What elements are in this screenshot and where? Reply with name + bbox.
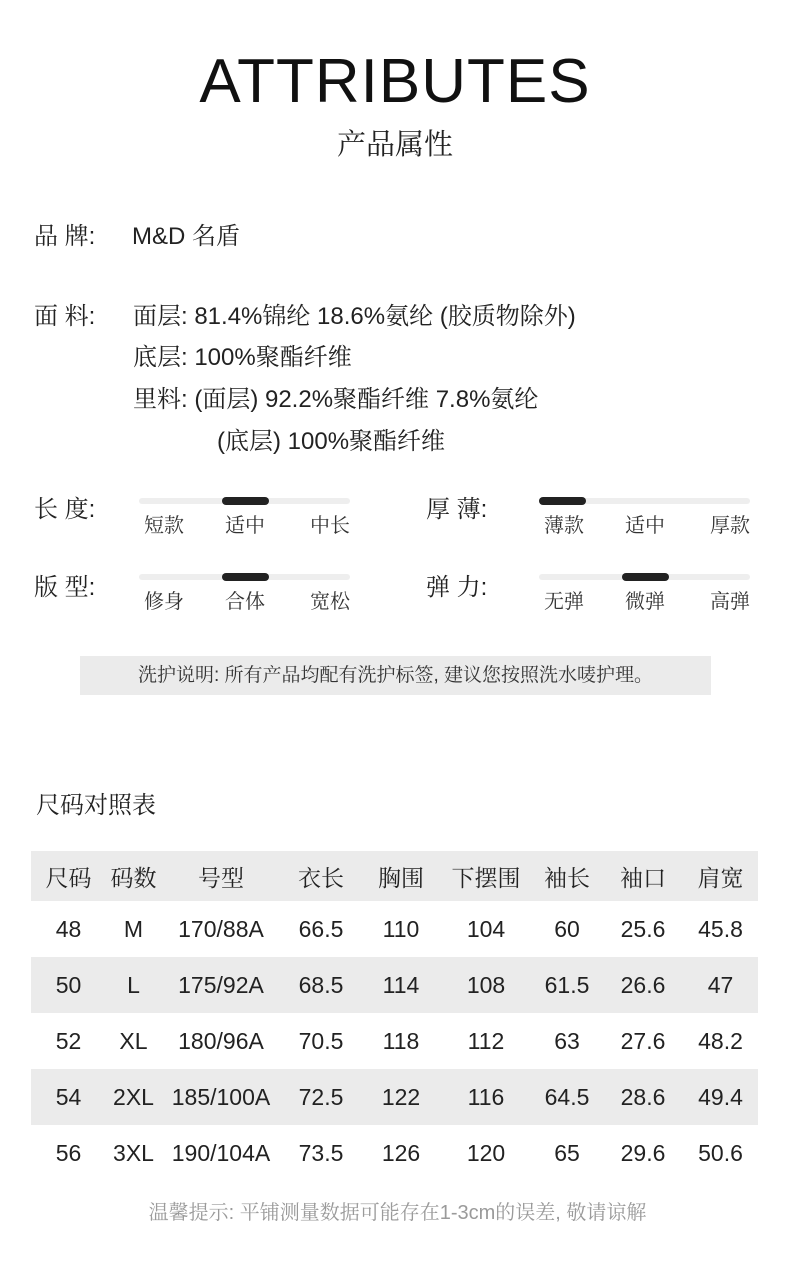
table-cell: 3XL xyxy=(113,1139,154,1166)
table-cell: 170/88A xyxy=(178,915,264,942)
table-cell: 120 xyxy=(466,1139,506,1166)
table-cell: 2XL xyxy=(106,1069,161,1125)
scale-fit-indicator xyxy=(222,573,269,581)
fabric-line-base: 底层: 100%聚酯纤维 xyxy=(133,344,352,371)
scale-elasticity-indicator xyxy=(622,573,669,581)
table-cell: 126 xyxy=(381,1139,421,1166)
column-header: 尺码 xyxy=(31,851,106,901)
table-cell: XL xyxy=(119,1027,148,1054)
scale-thickness-option: 薄款 xyxy=(544,515,584,537)
brand-label: 品 牌: xyxy=(34,223,96,250)
table-cell: 104 xyxy=(466,915,506,942)
table-cell: 54 xyxy=(31,1069,106,1125)
page-subtitle: 产品属性 xyxy=(336,129,453,161)
table-cell: 60 xyxy=(554,915,580,942)
table-cell: 64.5 xyxy=(531,1069,603,1125)
table-cell: 48.2 xyxy=(698,1027,743,1054)
table-cell: 50 xyxy=(31,957,106,1013)
size-chart-table xyxy=(31,851,758,1181)
table-cell: 27.6 xyxy=(620,1027,666,1054)
column-header: 码数 xyxy=(106,851,161,901)
column-header: 衣长 xyxy=(281,851,361,901)
scale-fit-option: 修身 xyxy=(144,591,184,613)
table-cell: 122 xyxy=(361,1069,441,1125)
table-cell: 47 xyxy=(683,957,758,1013)
table-cell: 108 xyxy=(441,957,531,1013)
table-cell: 61.5 xyxy=(531,957,603,1013)
page-title: ATTRIBUTES xyxy=(199,47,591,116)
fabric-label: 面 料: xyxy=(34,303,96,330)
column-header: 肩宽 xyxy=(683,851,758,901)
table-row xyxy=(31,1069,758,1125)
measurement-tip: 温馨提示: 平铺测量数据可能存在1-3cm的误差, 敬请谅解 xyxy=(148,1202,647,1224)
table-cell: M xyxy=(123,915,144,942)
scale-elasticity-option: 高弹 xyxy=(710,591,750,613)
scale-thickness-track xyxy=(539,498,750,504)
scale-length-indicator xyxy=(222,497,269,505)
table-cell: 72.5 xyxy=(281,1069,361,1125)
table-cell: 73.5 xyxy=(298,1139,344,1166)
scale-length-option: 适中 xyxy=(225,515,265,537)
table-cell: 63 xyxy=(554,1027,580,1054)
table-row xyxy=(31,901,758,957)
table-cell: 25.6 xyxy=(620,915,666,942)
scale-fit-track xyxy=(139,574,350,580)
table-row xyxy=(31,1013,758,1069)
scale-length-option: 中长 xyxy=(310,515,350,537)
column-header: 胸围 xyxy=(361,851,441,901)
table-cell: 56 xyxy=(55,1139,82,1166)
table-cell: 65 xyxy=(554,1139,580,1166)
scale-thickness-indicator xyxy=(539,497,586,505)
table-cell: 175/92A xyxy=(161,957,281,1013)
scale-elasticity-option: 无弹 xyxy=(544,591,584,613)
table-row xyxy=(31,1125,758,1181)
care-instructions: 洗护说明: 所有产品均配有洗护标签, 建议您按照洗水唛护理。 xyxy=(80,656,711,695)
table-cell: 185/100A xyxy=(161,1069,281,1125)
table-cell: 180/96A xyxy=(178,1027,264,1054)
table-cell: 68.5 xyxy=(281,957,361,1013)
column-header: 下摆围 xyxy=(441,851,531,901)
scale-thickness-option: 适中 xyxy=(625,515,665,537)
size-chart-title: 尺码对照表 xyxy=(36,792,156,819)
table-cell: 28.6 xyxy=(603,1069,683,1125)
scale-elasticity-option: 微弹 xyxy=(625,591,665,613)
table-cell: 48 xyxy=(55,915,82,942)
size-chart-header-row xyxy=(31,851,758,901)
table-cell: 112 xyxy=(467,1027,505,1054)
table-cell: 45.8 xyxy=(698,915,743,942)
table-cell: 110 xyxy=(382,915,420,942)
fabric-line-lining-base: (底层) 100%聚酯纤维 xyxy=(217,428,446,455)
scale-length-option: 短款 xyxy=(144,515,184,537)
scale-elasticity-label: 弹 力: xyxy=(426,574,488,601)
table-cell: 70.5 xyxy=(298,1027,344,1054)
scale-length-track xyxy=(139,498,350,504)
table-cell: 114 xyxy=(361,957,441,1013)
scale-fit-option: 合体 xyxy=(225,591,265,613)
table-cell: 50.6 xyxy=(698,1139,743,1166)
scale-fit-label: 版 型: xyxy=(34,574,96,601)
column-header: 袖口 xyxy=(603,851,683,901)
scale-length-label: 长 度: xyxy=(34,496,96,523)
table-cell: 52 xyxy=(55,1027,82,1054)
table-cell: L xyxy=(106,957,161,1013)
scale-fit-option: 宽松 xyxy=(310,591,350,613)
table-cell: 116 xyxy=(441,1069,531,1125)
scale-thickness-option: 厚款 xyxy=(710,515,750,537)
table-cell: 29.6 xyxy=(620,1139,666,1166)
brand-value: M&D 名盾 xyxy=(132,223,240,250)
table-cell: 49.4 xyxy=(683,1069,758,1125)
table-cell: 26.6 xyxy=(603,957,683,1013)
scale-elasticity-track xyxy=(539,574,750,580)
table-cell: 190/104A xyxy=(171,1139,271,1166)
fabric-line-outer: 面层: 81.4%锦纶 18.6%氨纶 (胶质物除外) xyxy=(133,303,576,330)
column-header: 袖长 xyxy=(531,851,603,901)
table-cell: 66.5 xyxy=(298,915,344,942)
scale-thickness-label: 厚 薄: xyxy=(426,496,488,523)
table-row xyxy=(31,957,758,1013)
table-cell: 118 xyxy=(382,1027,420,1054)
fabric-line-lining: 里料: (面层) 92.2%聚酯纤维 7.8%氨纶 xyxy=(133,386,539,413)
column-header: 号型 xyxy=(161,851,281,901)
